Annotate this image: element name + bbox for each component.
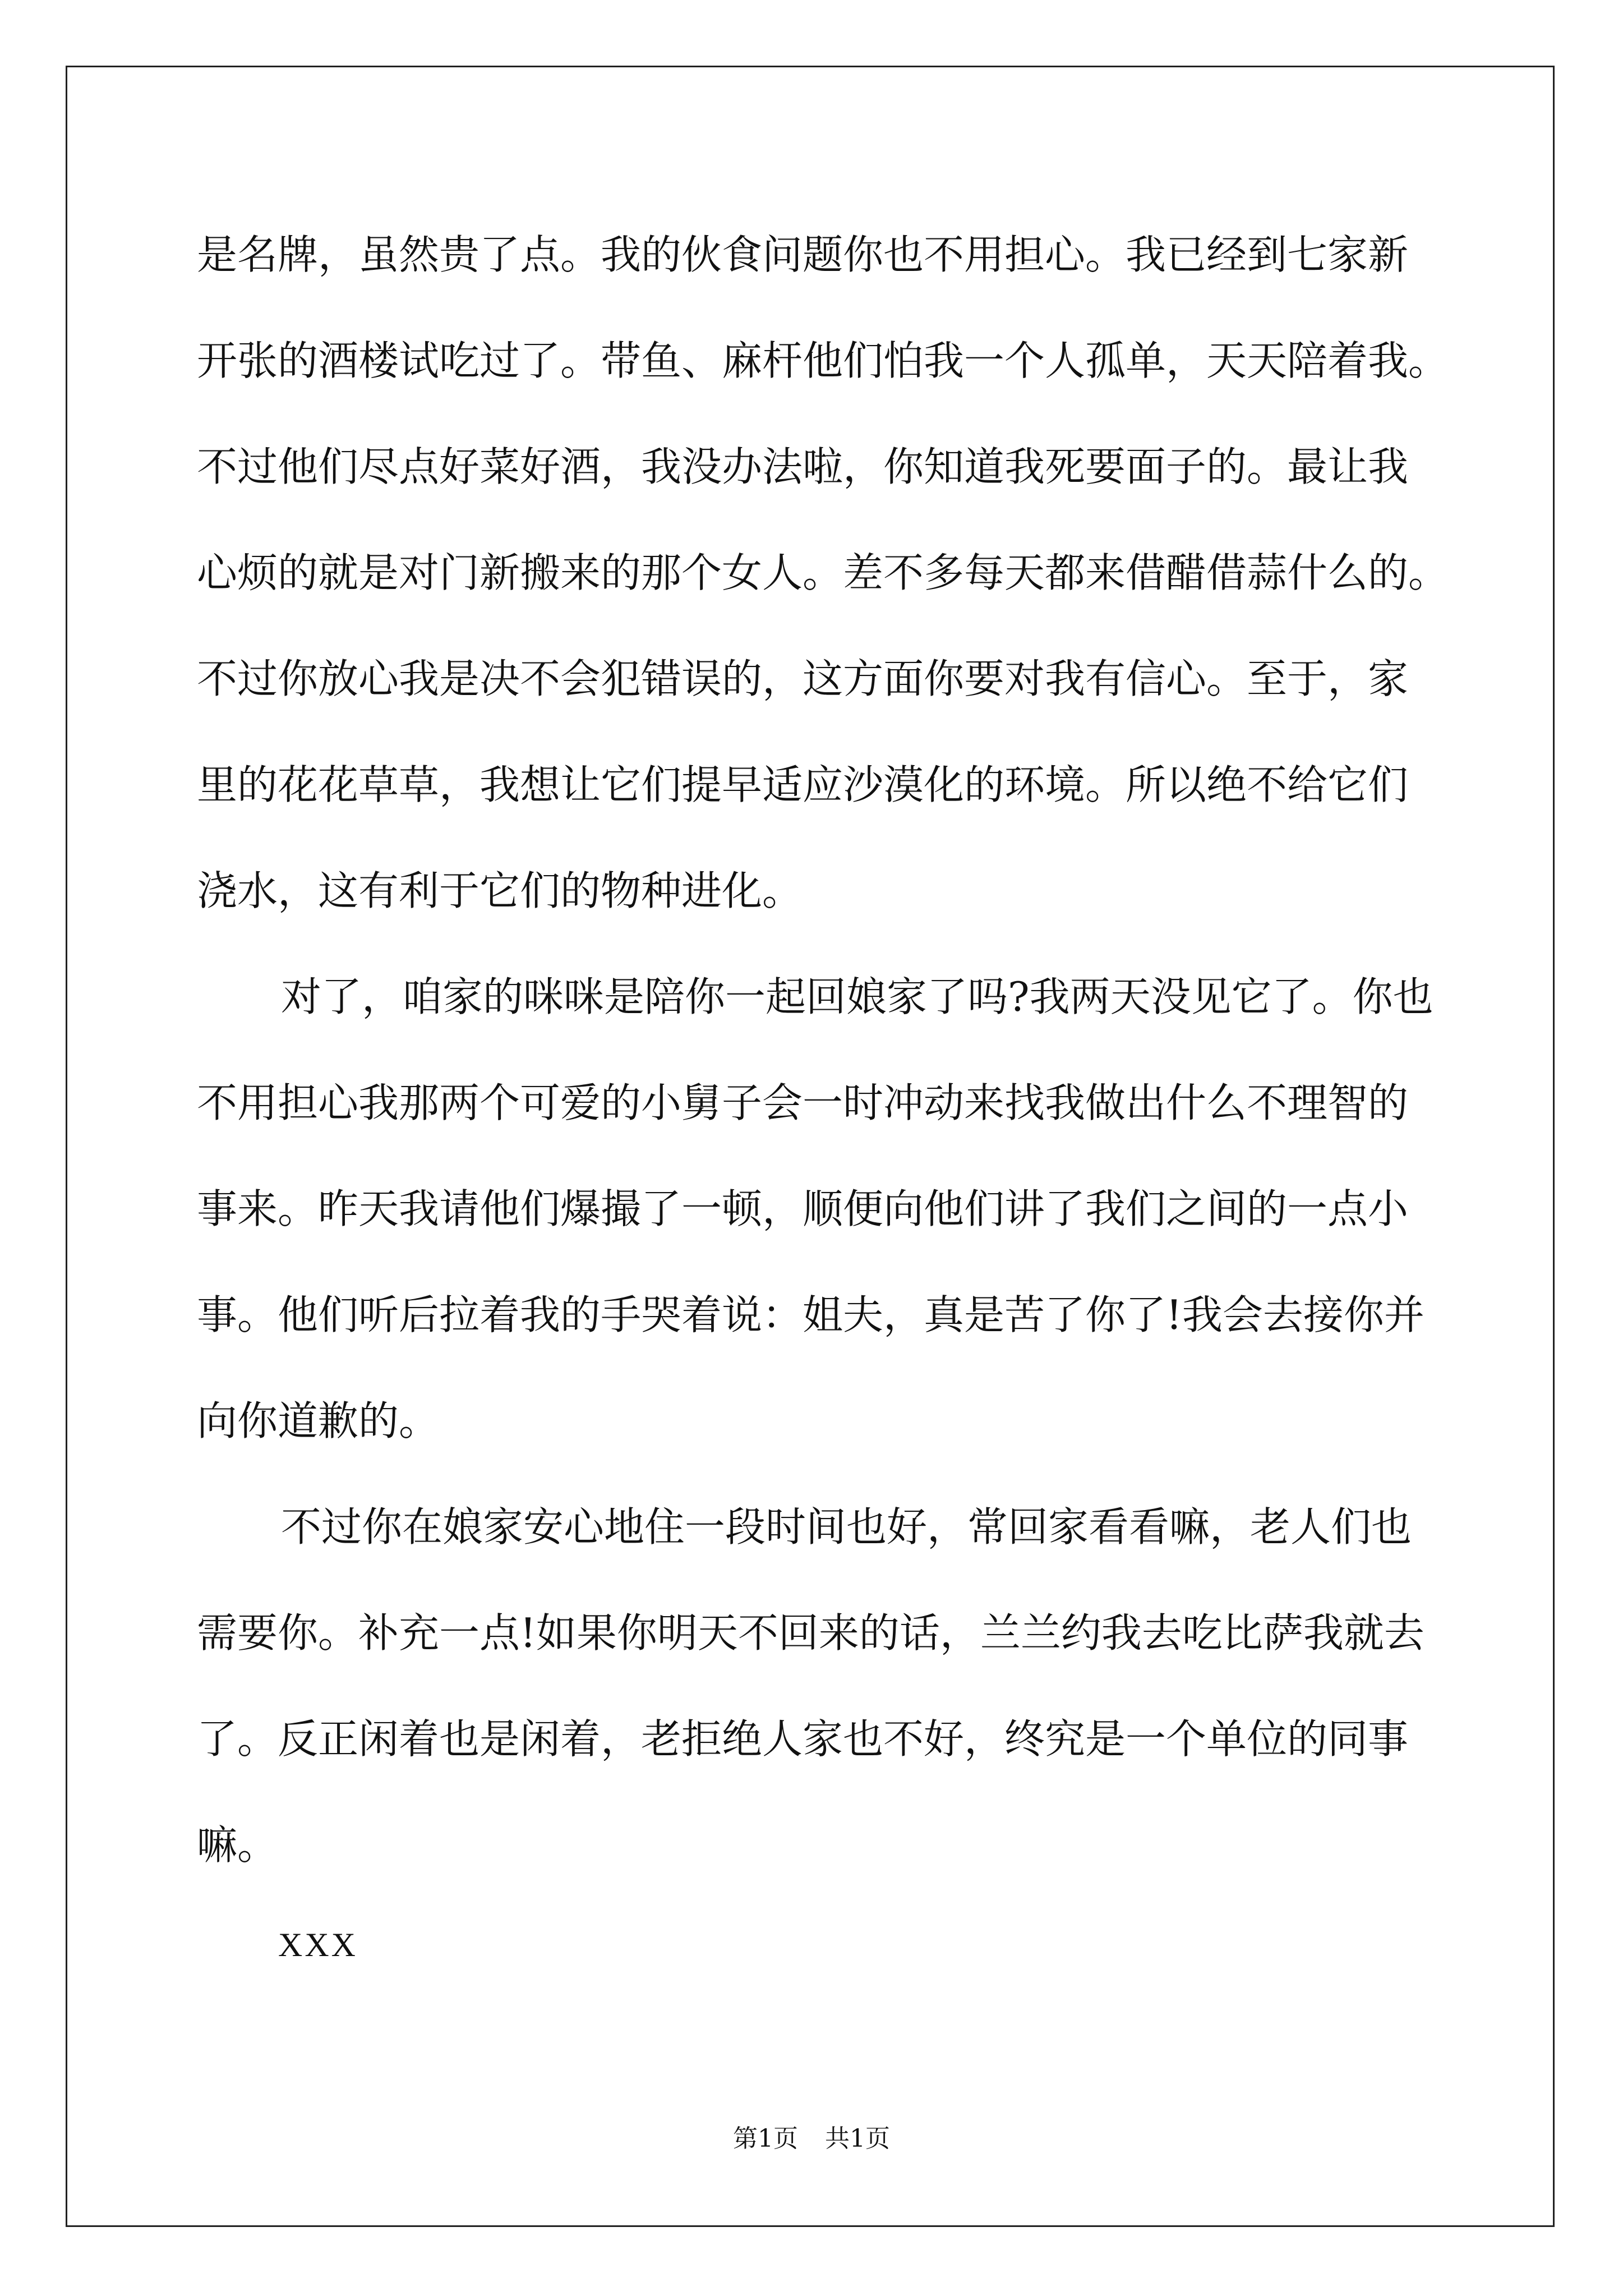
text-line: 需要你。补充一点!如果你明天不回来的话，兰兰约我去吃比萨我就去 — [197, 1609, 1424, 1657]
text-line: 嘛。 — [197, 1821, 278, 1869]
paragraph-first-line: 不过你在娘家安心地住一段时间也好，常回家看看嘛，老人们也 — [281, 1503, 1412, 1550]
page-footer — [0, 2118, 1623, 2154]
text-line: 心烦的就是对门新搬来的那个女人。差不多每天都来借醋借蒜什么的。 — [197, 549, 1449, 596]
signature: XXX — [278, 1926, 358, 1963]
page-number: 第1页 — [733, 2124, 798, 2153]
paragraph-first-line: 对了，咱家的咪咪是陪你一起回娘家了吗?我两天没见它了。你也 — [281, 973, 1433, 1020]
text-line: 里的花花草草，我想让它们提早适应沙漠化的环境。所以绝不给它们 — [197, 761, 1409, 808]
text-line: 事。他们听后拉着我的手哭着说：姐夫，真是苦了你了!我会去接你并 — [197, 1291, 1424, 1338]
letter-body — [197, 202, 1449, 1898]
text-line: 事来。昨天我请他们爆撮了一顿，顺便向他们讲了我们之间的一点小 — [197, 1185, 1409, 1232]
text-line: 不用担心我那两个可爱的小舅子会一时冲动来找我做出什么不理智的 — [197, 1079, 1409, 1126]
text-line: 是名牌，虽然贵了点。我的伙食问题你也不用担心。我已经到七家新 — [197, 231, 1409, 278]
page-total: 共1页 — [825, 2124, 890, 2153]
text-line: 浇水，这有利于它们的物种进化。 — [197, 867, 803, 914]
text-line: 向你道歉的。 — [197, 1397, 440, 1444]
text-line: 开张的酒楼试吃过了。带鱼、麻杆他们怕我一个人孤单，天天陪着我。 — [197, 337, 1449, 384]
text-line: 了。反正闲着也是闲着，老拒绝人家也不好，终究是一个单位的同事 — [197, 1715, 1409, 1763]
text-line: 不过你放心我是决不会犯错误的，这方面你要对我有信心。至于，家 — [197, 655, 1409, 702]
text-line: 不过他们尽点好菜好酒，我没办法啦，你知道我死要面子的。最让我 — [197, 443, 1409, 490]
